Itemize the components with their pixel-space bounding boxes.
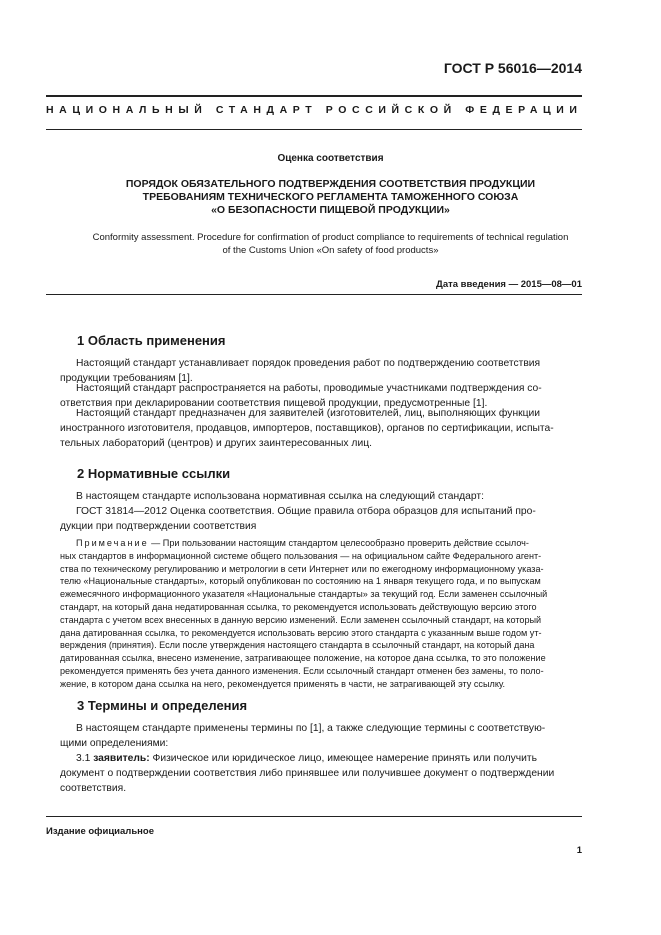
text-line: В настоящем стандарте применены термины по [1], а также следующие термины с соответствую- — [76, 723, 546, 734]
note-line: жение, в котором дана ссылка на него, рекомендуется применять в части, не затрагивающей эту ссылку. — [60, 678, 506, 689]
note-line: верждения (принятия). Если после утверждения настоящего стандарта в ссылочный стандарт, на который дана — [60, 640, 535, 651]
text-line: дукции при подтверждении соответствия — [60, 521, 257, 532]
section-3-paragraph — [60, 721, 583, 751]
english-title — [60, 231, 601, 257]
text-line: документ о подтверждении соответствия либо принявшее или получившее документ о подтверждении — [60, 768, 555, 779]
text-line: щими определениями: — [60, 738, 169, 749]
text-line: В настоящем стандарте использована нормативная ссылка на следующий стандарт: — [76, 491, 484, 502]
note-label: Примечание — [76, 538, 149, 548]
text-line: ответствия при декларировании соответствия пищевой продукции, предусмотренные [1]. — [60, 398, 488, 409]
national-standard-heading: НАЦИОНАЛЬНЫЙ СТАНДАРТ РОССИЙСКОЙ ФЕДЕРАЦИИ — [46, 104, 583, 116]
document-title — [60, 178, 601, 217]
title-line: «О БЕЗОПАСНОСТИ ПИЩЕВОЙ ПРОДУКЦИИ» — [211, 204, 450, 216]
english-title-line: of the Customs Union «On safety of food products» — [222, 245, 439, 256]
note-line: дана датированная ссылка, то рекомендуется использовать версию этого стандарта с указанным выше годом ут- — [60, 627, 542, 638]
section-1-heading: 1 Область применения — [77, 333, 226, 348]
title-line: ПОРЯДОК ОБЯЗАТЕЛЬНОГО ПОДТВЕРЖДЕНИЯ СООТВЕТСТВИЯ ПРОДУКЦИИ — [125, 178, 536, 190]
term-text: Физическое или юридическое лицо, имеющее намерение принять или получить — [149, 753, 537, 764]
note-first-line — [60, 537, 583, 550]
note-line: ежемесячного информационного указателя «Национальные стандарты» за текущий год. Если заменен ссылочный — [60, 589, 548, 600]
document-subtitle: Оценка соответствия — [277, 153, 384, 164]
text-line: Настоящий стандарт устанавливает порядок проведения работ по подтверждению соответствия — [76, 358, 541, 369]
note-block — [60, 537, 583, 691]
note-line: датированная ссылка, внесено изменение, затрагивающее положение, на которое дана ссылка, то это положение — [60, 653, 546, 664]
footer-rule — [46, 816, 582, 817]
section-1-paragraph — [60, 406, 583, 451]
note-line: ных стандартов в информационной системе общего пользования — на официальном сайте Федерального агент- — [60, 550, 542, 561]
title-line: ТРЕБОВАНИЯМ ТЕХНИЧЕСКОГО РЕГЛАМЕНТА ТАМОЖЕННОГО СОЮЗА — [142, 191, 519, 203]
term-definition — [60, 751, 583, 796]
term-first-line — [60, 751, 583, 766]
text-line: продукции требованиям [1]. — [60, 373, 193, 384]
note-line: ства по техническому регулированию и метрологии в сети Интернет или по ежегодному информационному указа- — [60, 563, 544, 574]
note-line: рекомендуется применять без учета данного изменения. Если ссылочный стандарт отменен без замены, то поло- — [60, 665, 544, 676]
text-line: иностранного изготовителя, продавцов, импортеров, поставщиков), органов по сертификации, испыта- — [60, 423, 554, 434]
effective-date: Дата введения — 2015—08—01 — [436, 279, 582, 290]
page-number: 1 — [576, 845, 582, 856]
header-rule-bottom — [46, 129, 582, 130]
text-line: Настоящий стандарт предназначен для заявителей (изготовителей, лиц, выполняющих функции — [76, 408, 541, 419]
section-3-heading: 3 Термины и определения — [77, 698, 248, 713]
term-word: заявитель: — [93, 753, 150, 764]
header-rule — [46, 95, 582, 97]
normative-reference — [60, 504, 583, 534]
text-line: ГОСТ 31814—2012 Оценка соответствия. Общие правила отбора образцов для испытаний про- — [76, 506, 536, 517]
text-line: соответствия. — [60, 783, 127, 794]
note-text: — При пользовании настоящим стандартом целесообразно проверить действие ссылоч- — [148, 538, 529, 548]
note-line: телю «Национальные стандарты», который опубликован по состоянию на 1 января текущего года, и по выпускам — [60, 576, 541, 587]
note-line: стандарта с учетом всех внесенных в данную версию изменений. Если заменен ссылочный стандарт, на который — [60, 614, 542, 625]
official-edition-label: Издание официальное — [46, 826, 154, 837]
date-rule — [46, 294, 582, 295]
section-2-paragraph — [60, 489, 583, 504]
note-line: стандарт, на который дана недатированная ссылка, то рекомендуется использовать действующую версию этого — [60, 601, 537, 612]
text-line: тельных лабораторий (центров) и других заинтересованных лиц. — [60, 438, 372, 449]
document-code: ГОСТ Р 56016—2014 — [443, 60, 582, 76]
text-line: Настоящий стандарт распространяется на работы, проводимые участниками подтверждения со- — [76, 383, 542, 394]
english-title-line: Conformity assessment. Procedure for confirmation of product compliance to requirements of technical regulation — [92, 232, 569, 243]
section-2-heading: 2 Нормативные ссылки — [77, 466, 231, 481]
term-number: 3.1 — [76, 753, 94, 764]
